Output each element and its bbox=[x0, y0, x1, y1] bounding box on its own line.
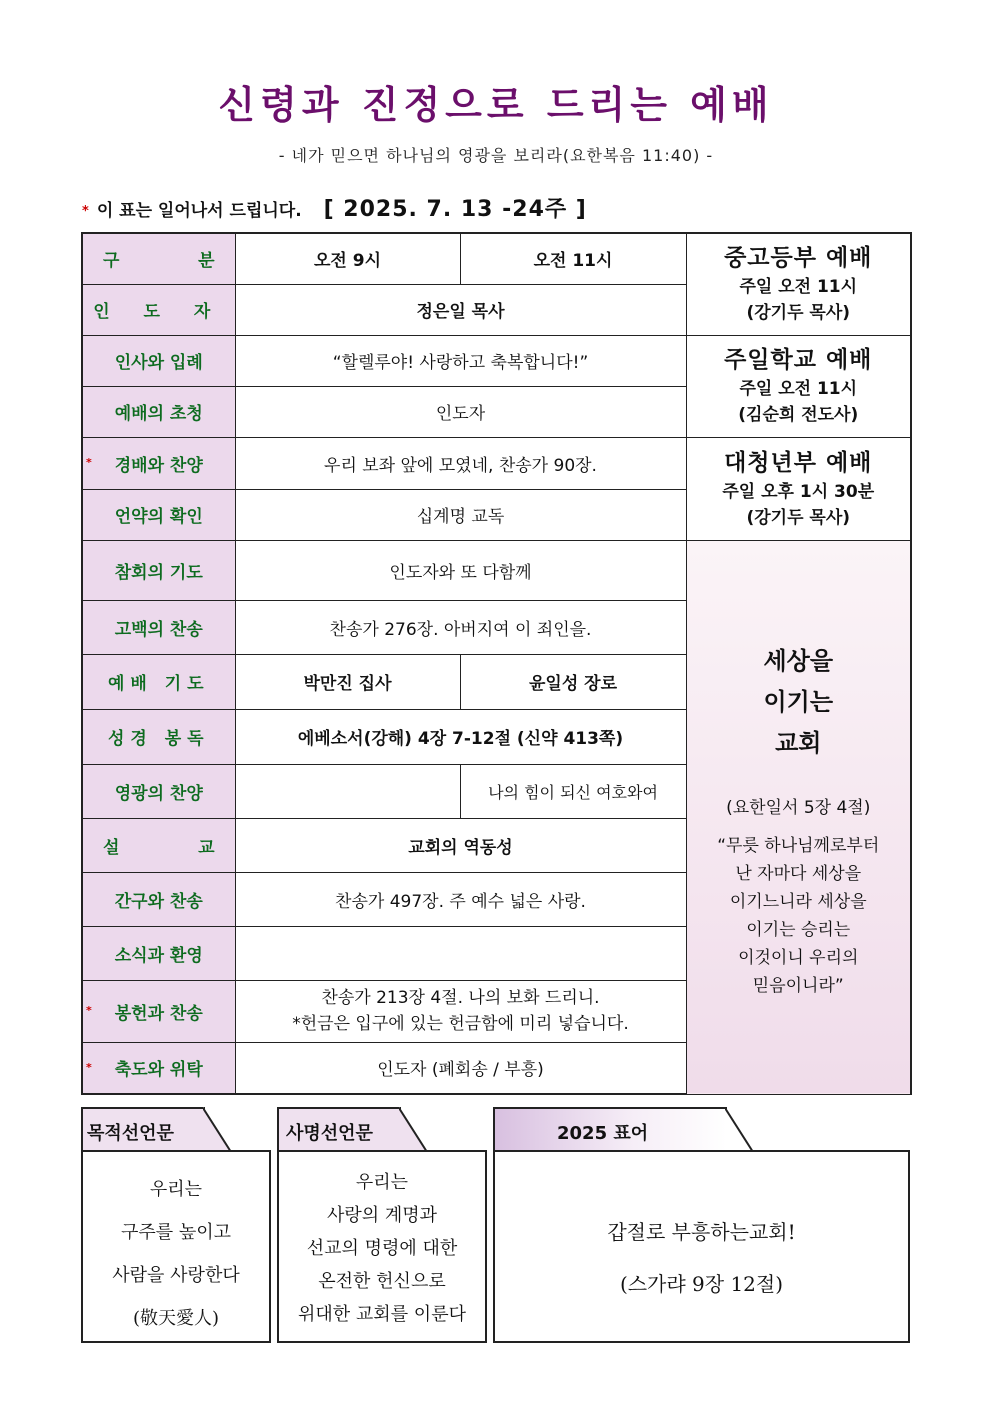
theme-title-1: 세상을 bbox=[763, 646, 834, 675]
worship-order-table bbox=[81, 232, 912, 1095]
value-repentance: 인도자와 또 다함께 bbox=[235, 540, 686, 600]
motto-box: 갑절로 부흥하는교회! (스가랴 9장 12절) bbox=[493, 1150, 910, 1343]
mission-tab bbox=[277, 1107, 401, 1151]
notice-text: 이 표는 일어나서 드립니다. bbox=[96, 201, 302, 221]
star-mark: * bbox=[86, 455, 92, 469]
verse-quote: “무릇 하나님께로부터 난 자마다 세상을 이기느니라 세상을 이기는 승리는 이것이니 우리의 믿음이니라” bbox=[717, 835, 880, 996]
label-greeting: 인사와 입례 bbox=[82, 335, 235, 386]
tab-corner-icon bbox=[725, 1107, 755, 1153]
purpose-tab bbox=[81, 1107, 205, 1151]
value-glory-11am: 나의 힘이 되신 여호와여 bbox=[460, 764, 686, 818]
label-news: 소식과 환영 bbox=[82, 926, 235, 980]
value-praise: 우리 보좌 앞에 모였네, 찬송가 90장. bbox=[235, 437, 686, 489]
page-subtitle: - 네가 믿으면 하나님의 영광을 보리라(요한복음 11:40) - bbox=[278, 146, 714, 165]
value-leader: 정은일 목사 bbox=[235, 284, 686, 335]
label-glory-hymn: 영광의 찬양 bbox=[82, 764, 235, 818]
tab-corner-icon bbox=[399, 1107, 429, 1153]
label-praise: * 경배와 찬양 bbox=[82, 437, 235, 489]
label-benediction: * 축도와 위탁 bbox=[82, 1042, 235, 1094]
star-mark: * bbox=[86, 1060, 92, 1074]
label-sermon: 설 교 bbox=[82, 818, 235, 872]
label-invitation: 예배의 초청 bbox=[82, 386, 235, 437]
purpose-box: 우리는 구주를 높이고 사람을 사랑한다 (敬天愛人) bbox=[81, 1150, 271, 1343]
young-adult-title: 대청년부 예배 bbox=[724, 449, 873, 476]
standing-notice bbox=[82, 192, 587, 223]
value-greeting: “할렐루야! 사랑하고 축복합니다!” bbox=[235, 335, 686, 386]
label-offering: * 봉헌과 찬송 bbox=[82, 980, 235, 1042]
motto-title: 2025 표어 bbox=[557, 1123, 649, 1144]
young-adult-time: 주일 오후 1시 30분 bbox=[722, 481, 875, 502]
purpose-title: 목적선언문 bbox=[87, 1123, 174, 1144]
tab-corner-icon bbox=[203, 1107, 233, 1153]
star-mark: * bbox=[86, 1003, 92, 1017]
theme-title-3: 교회 bbox=[775, 728, 822, 757]
label-leader: 인 도 자 bbox=[82, 284, 235, 335]
value-glory-9am bbox=[235, 764, 460, 818]
theme-verse-panel bbox=[686, 540, 911, 1094]
value-news bbox=[235, 926, 686, 980]
value-prayer-11am: 윤일성 장로 bbox=[460, 654, 686, 709]
value-scripture: 에베소서(강해) 4장 7-12절 (신약 413쪽) bbox=[235, 709, 686, 764]
value-invitation: 인도자 bbox=[235, 386, 686, 437]
value-confession: 찬송가 276장. 아버지여 이 죄인을. bbox=[235, 600, 686, 654]
youth-leader: (강기두 목사) bbox=[746, 303, 851, 324]
label-scripture: 성경 봉독 bbox=[82, 709, 235, 764]
label-prayer: 예배 기도 bbox=[82, 654, 235, 709]
star-mark: * bbox=[82, 203, 89, 219]
youth-service bbox=[686, 233, 911, 335]
motto-tab bbox=[493, 1107, 727, 1151]
young-adult-leader: (강기두 목사) bbox=[746, 507, 851, 528]
label-confession: 고백의 찬송 bbox=[82, 600, 235, 654]
value-covenant: 십계명 교독 bbox=[235, 489, 686, 540]
mission-box: 우리는 사랑의 계명과 선교의 명령에 대한 온전한 헌신으로 위대한 교회를 이룬다 bbox=[277, 1150, 487, 1343]
theme-title-2: 이기는 bbox=[763, 687, 834, 716]
page-title: 신령과 진정으로 드리는 예배 bbox=[218, 83, 774, 127]
label-repentance: 참회의 기도 bbox=[82, 540, 235, 600]
time-9am: 오전 9시 bbox=[235, 233, 460, 284]
sunday-school-time: 주일 오전 11시 bbox=[739, 379, 858, 399]
value-sermon: 교회의 역동성 bbox=[235, 818, 686, 872]
time-11am: 오전 11시 bbox=[460, 233, 686, 284]
value-petition: 찬송가 497장. 주 예수 넓은 사랑. bbox=[235, 872, 686, 926]
youth-time: 주일 오전 11시 bbox=[739, 277, 858, 298]
service-date: [ 2025. 7. 13 -24주 ] bbox=[323, 197, 587, 222]
label-petition: 간구와 찬송 bbox=[82, 872, 235, 926]
label-covenant: 언약의 확인 bbox=[82, 489, 235, 540]
verse-reference: (요한일서 5장 4절) bbox=[726, 797, 871, 818]
label-category: 구 분 bbox=[82, 233, 235, 284]
sunday-school-service bbox=[686, 335, 911, 437]
value-prayer-9am: 박만진 집사 bbox=[235, 654, 460, 709]
mission-title: 사명선언문 bbox=[286, 1123, 373, 1144]
youth-title: 중고등부 예배 bbox=[724, 245, 873, 272]
value-benediction: 인도자 (폐회송 / 부흥) bbox=[235, 1042, 686, 1094]
sunday-school-leader: (김순희 전도사) bbox=[738, 405, 859, 425]
value-offering: 찬송가 213장 4절. 나의 보화 드리니. *헌금은 입구에 있는 헌금함에 미리 넣습니다. bbox=[235, 980, 686, 1042]
sunday-school-title: 주일학교 예배 bbox=[724, 347, 873, 373]
young-adult-service bbox=[686, 437, 911, 540]
